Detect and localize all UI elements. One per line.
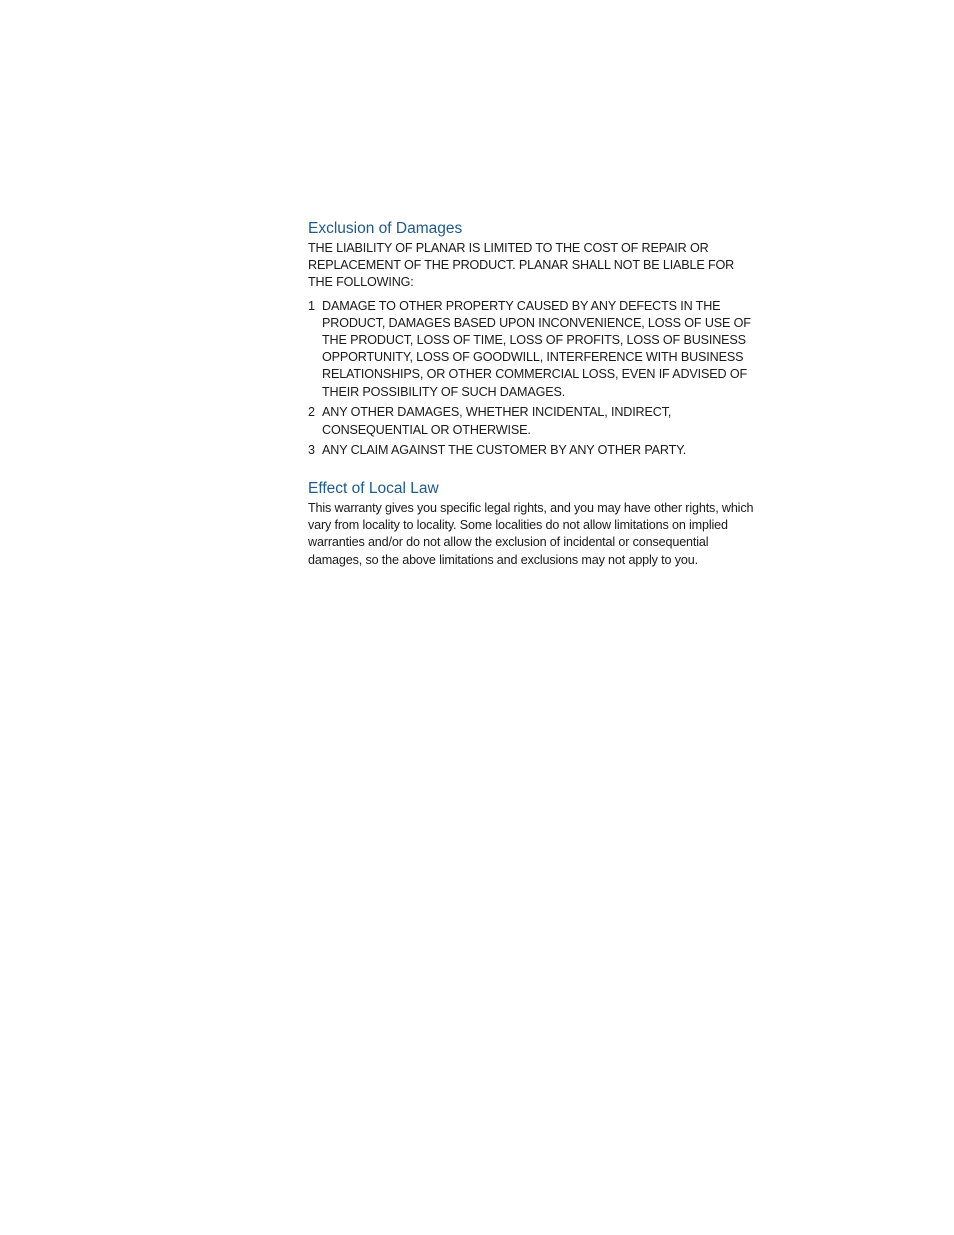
list-item (308, 298, 758, 401)
list-item-number: 1 (308, 298, 315, 313)
section-spacer (308, 463, 758, 479)
list-item-number: 3 (308, 443, 315, 458)
exclusion-of-damages-section (308, 219, 758, 459)
list-item-text: ANY CLAIM AGAINST THE CUSTOMER BY ANY OTHER PARTY. (322, 443, 687, 458)
list-item-text: ANY OTHER DAMAGES, WHETHER INCIDENTAL, INDIRECT, CONSEQUENTIAL OR OTHERWISE. (322, 405, 672, 437)
local-law-body: This warranty gives you specific legal rights, and you may have other rights, which vary from locality to locality. Some localities do not allow limitations on implied warranties and/or do not allow the exclusion of incidental or consequential damages, so the above limitations and exclusions may not apply to you. (308, 500, 754, 567)
local-law-heading: Effect of Local Law (308, 479, 439, 497)
exclusion-heading: Exclusion of Damages (308, 220, 463, 237)
document-body (308, 219, 758, 569)
list-item-text: DAMAGE TO OTHER PROPERTY CAUSED BY ANY DEFECTS IN THE PRODUCT, DAMAGES BASED UPON INCONVENIENCE, LOSS OF USE OF THE PRODUCT, LOSS OF TIME, LOSS OF PROFITS, LOSS OF BUSINESS OPPORTUNITY, LOSS OF GOODWILL, INTERFERENCE WITH BUSINESS RELATIONSHIPS, OR OTHER COMMERCIAL LOSS, EVEN IF ADVISED OF THEIR POSSIBILITY OF SUCH DAMAGES. (322, 298, 751, 399)
list-item-number: 2 (308, 405, 315, 420)
exclusion-list (308, 298, 758, 460)
effect-of-local-law-section (308, 479, 758, 569)
list-item (308, 442, 758, 459)
list-item (308, 404, 758, 438)
exclusion-intro: THE LIABILITY OF PLANAR IS LIMITED TO THE COST OF REPAIR OR REPLACEMENT OF THE PRODUCT. PLANAR SHALL NOT BE LIABLE FOR THE FOLLOWING: (308, 241, 735, 290)
